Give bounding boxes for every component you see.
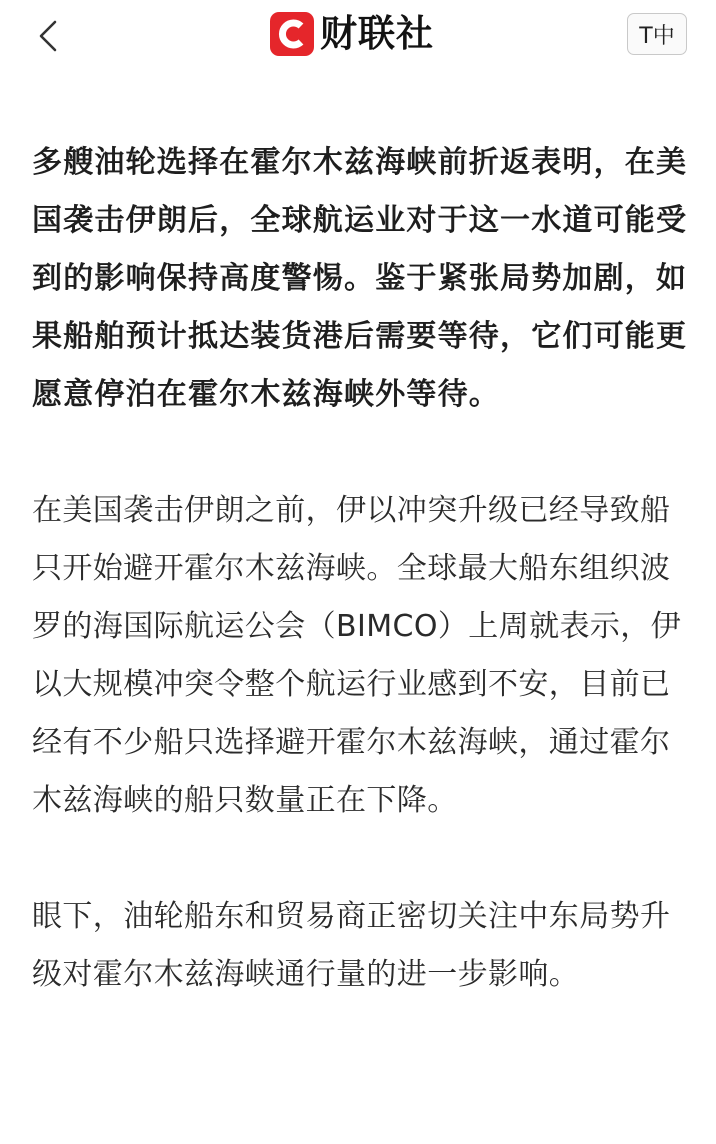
brand-mark-icon [270, 12, 314, 56]
brand-name: 财联社 [320, 12, 434, 55]
article-paragraph: 眼下，油轮船东和贸易商正密切关注中东局势升级对霍尔木兹海峡通行量的进一步影响。 [32, 899, 671, 992]
article-paragraph: 在美国袭击伊朗之前，伊以冲突升级已经导致船只开始避开霍尔木兹海峡。全球最大船东组织波罗的海国际航运公会（BIMCO）上周就表示，伊以大规模冲突令整个航运行业感到不安，目前已经有不少船只选择避开霍尔木兹海峡，通过霍尔木兹海峡的船只数量正在下降。 [32, 493, 682, 818]
chevron-left-icon [36, 19, 60, 53]
brand-logo [270, 11, 434, 57]
article-body [32, 134, 698, 1004]
top-nav-bar [0, 0, 716, 70]
back-button[interactable] [26, 14, 70, 58]
article-lead-paragraph: 多艘油轮选择在霍尔木兹海峡前折返表明，在美国袭击伊朗后，全球航运业对于这一水道可能受到的影响保持高度警惕。鉴于紧张局势加剧，如果船舶预计抵达装货港后需要等待，它们可能更愿意停泊在霍尔木兹海峡外等待。 [32, 145, 688, 412]
font-size-button[interactable]: T中 [627, 13, 687, 55]
